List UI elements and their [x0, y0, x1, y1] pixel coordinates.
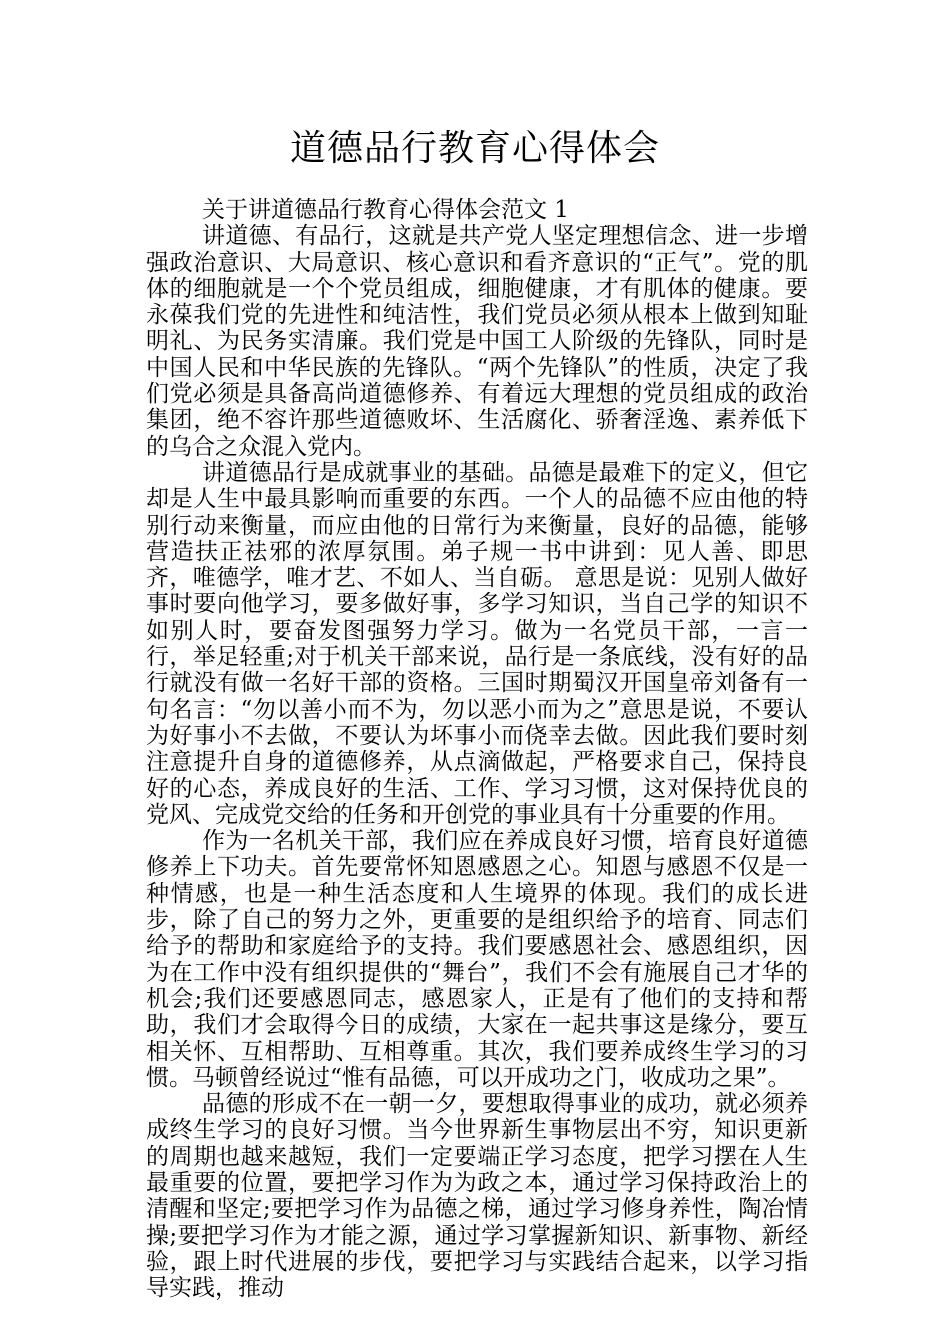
document-title: 道德品行教育心得体会: [289, 128, 660, 169]
paragraph: 品德的形成不在一朝一夕，要想取得事业的成功，就必须养成终生学习的良好习惯。当今世界新生事物层出不穷，知识更新的周期也越来越短，我们一定要端正学习态度，把学习摆在人生最重要的位置，要把学习作为为政之本，通过学习保持政治上的清醒和坚定;要把学习作为品德之梯，通过学习修身养性，陶冶情操;要把学习作为才能之源，通过学习掌握新知识、新事物、新经验，跟上时代进展的步伐，要把学习与实践结合起来，以学习指导实践，推动: [146, 1091, 808, 1302]
paragraph-heading: 关于讲道德品行教育心得体会范文 1: [202, 197, 569, 223]
document-body: [146, 197, 808, 1301]
paragraph: 作为一名机关干部，我们应在养成良好习惯，培育良好道德修养上下功夫。首先要常怀知恩感恩之心。知恩与感恩不仅是一种情感，也是一种生活态度和人生境界的体现。我们的成长进步，除了自己的努力之外，更重要的是组织给予的培育、同志们给予的帮助和家庭给予的支持。我们要感恩社会、感恩组织，因为在工作中没有组织提供的“舞台”，我们不会有施展自己才华的机会;我们还要感恩同志，感恩家人，正是有了他们的支持和帮助，我们才会取得今日的成绩，大家在一起共事这是缘分，要互相关怀、互相帮助、互相尊重。其次，我们要养成终生学习的习惯。马顿曾经说过“惟有品德，可以开成功之门，收成功之果”。: [146, 828, 808, 1091]
paragraph: 讲道德品行是成就事业的基础。品德是最难下的定义，但它却是人生中最具影响而重要的东西。一个人的品德不应由他的特别行动来衡量，而应由他的日常行为来衡量，良好的品德，能够营造扶正祛邪的浓厚氛围。弟子规一书中讲到：见人善、即思齐，唯德学，唯才艺、不如人、当自砺。 意思是说：见别人做好事时要向他学习，要多做好事，多学习知识，当自己学的知识不如别人时，要奋发图强努力学习。做为一名党员干部，一言一行，举足轻重;对于机关干部来说，品行是一条底线，没有好的品行就没有做一名好干部的资格。三国时期蜀汉开国皇帝刘备有一句名言：“勿以善小而不为，勿以恶小而为之”意思是说，不要认为好事小不去做，不要认为坏事小而侥幸去做。因此我们要时刻注意提升自身的道德修养，从点滴做起，严格要求自己，保持良好的心态，养成良好的生活、工作、学习习惯，这对保持优良的党风、完成党交给的任务和开创党的事业具有十分重要的作用。: [146, 459, 808, 828]
paragraph: 讲道德、有品行，这就是共产党人坚定理想信念、进一步增强政治意识、大局意识、核心意识和看齐意识的“正气”。党的肌体的细胞就是一个个党员组成，细胞健康，才有肌体的健康。要永葆我们党的先进性和纯洁性，我们党员必须从根本上做到知耻明礼、为民务实清廉。我们党是中国工人阶级的先锋队，同时是中国人民和中华民族的先锋队。“两个先锋队”的性质，决定了我们党必须是具备高尚道德修养、有着远大理想的党员组成的政治集团，绝不容许那些道德败坏、生活腐化、骄奢淫逸、素养低下的乌合之众混入党内。: [146, 223, 808, 460]
